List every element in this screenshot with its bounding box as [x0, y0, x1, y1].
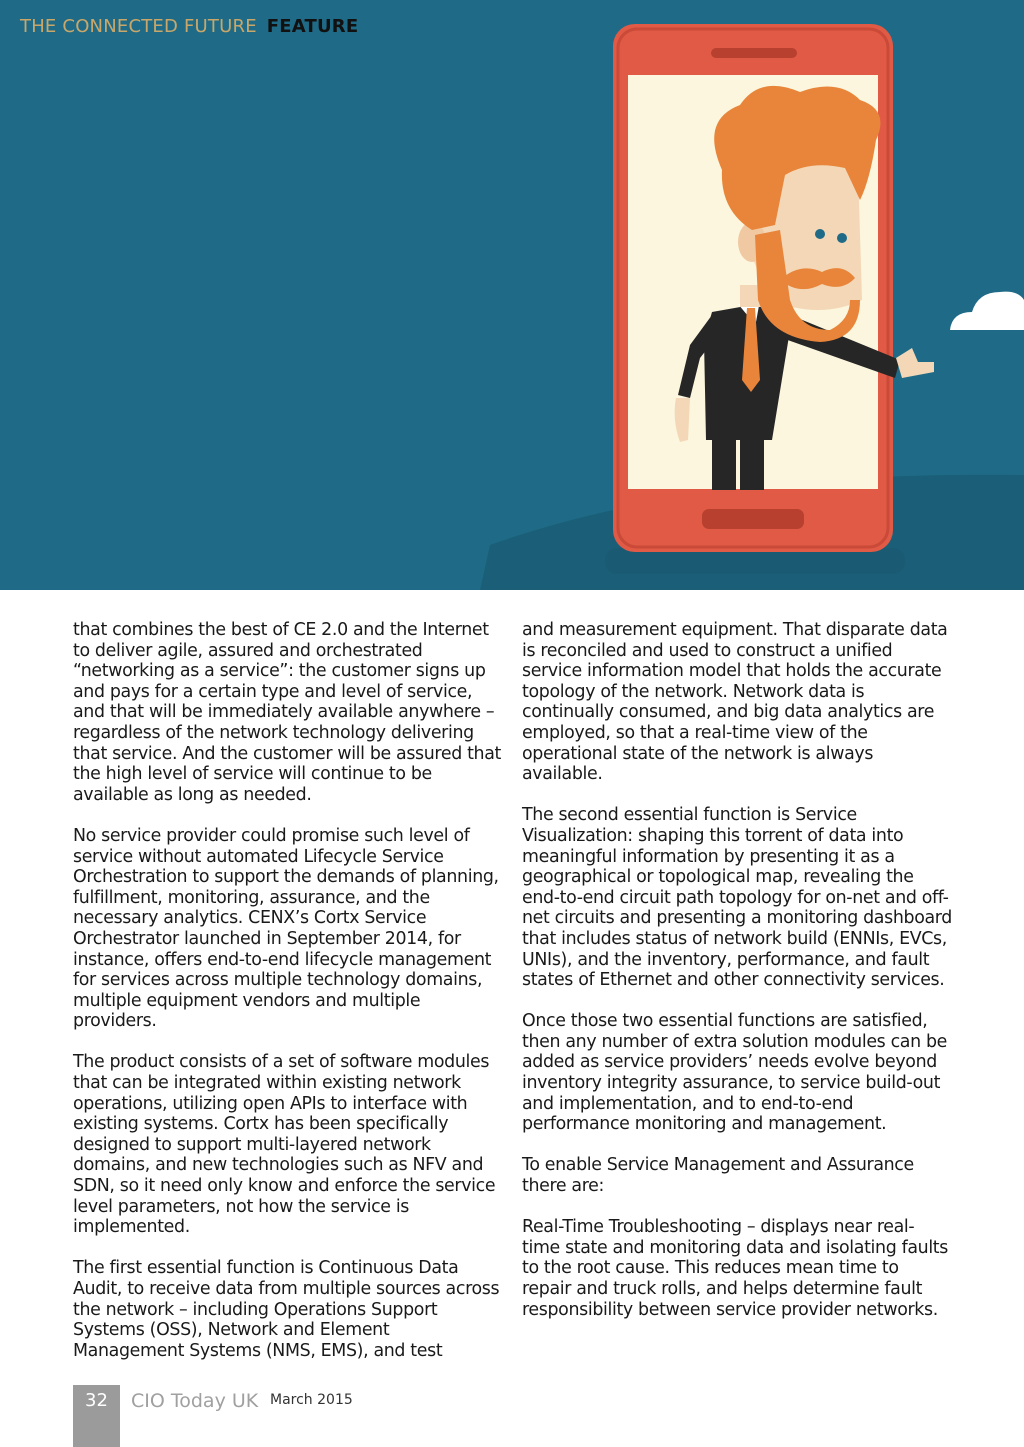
- paragraph: No service provider could promise such level of service without automated Lifecycle Service Orchestration to support the demands of planning, fulfillment, monitoring, assurance, and the necessary analytics. CENX’s Cortx Service Orchestrator launched in September 2014, for instance, offers end-to-end lifecycle management for services across multiple technology domains, multiple equipment vendors and multiple providers.: [73, 825, 499, 1032]
- publication-name: CIO Today UK: [131, 1390, 259, 1412]
- paragraph: To enable Service Management and Assurance there are:: [522, 1155, 914, 1197]
- paragraph: Real-Time Troubleshooting – displays near real-time state and monitoring data and isolating faults to the root cause. This reduces mean time to repair and truck rolls, and helps determine fault responsibility between service provider networks.: [522, 1217, 948, 1320]
- paragraph: The product consists of a set of software modules that can be integrated within existing network operations, utilizing open APIs to interface with existing systems. Cortx has been specifically designed to support multi-layered network domains, and new technologies such as NFV and SDN, so it need only know and enforce the service level parameters, not how the service is implemented.: [73, 1052, 496, 1238]
- cloud-icon: [950, 292, 1024, 330]
- article-column-right: [522, 620, 952, 1341]
- paragraph: and measurement equipment. That disparate data is reconciled and used to construct a unified service information model that holds the accurate topology of the network. Network data is continually consumed, and big data analytics are employed, so that a real-time view of the operational state of the network is always available.: [522, 620, 948, 785]
- paragraph: The first essential function is Continuous Data Audit, to receive data from multiple sources across the network – including Operations Support Systems (OSS), Network and Element Management Systems (NMS, EMS), and test: [73, 1258, 500, 1361]
- article-column-left: [73, 620, 503, 1382]
- paragraph: The second essential function is Service Visualization: shaping this torrent of data into meaningful information by presenting it as a geographical or topological map, revealing the end-to-end circuit path topology for on-net and off-net circuits and presenting a monitoring dashboard that includes status of network build (ENNIs, EVCs, UNIs), and the inventory, performance, and fault states of Ethernet and other connectivity services.: [522, 805, 952, 991]
- hero-artwork: [0, 0, 1024, 590]
- page-number: 32: [85, 1390, 108, 1411]
- hero-illustration: [0, 0, 1024, 590]
- feature-label: FEATURE: [266, 16, 359, 37]
- paragraph: that combines the best of CE 2.0 and the Internet to deliver agile, assured and orchestrated “networking as a service”: the customer signs up and pays for a certain type and level of service, and that will be immediately available anywhere – regardless of the network technology delivering that service. And the customer will be assured that the high level of service will continue to be available as long as needed.: [73, 620, 501, 805]
- issue-date: March 2015: [270, 1392, 353, 1408]
- paragraph: Once those two essential functions are satisfied, then any number of extra solution modules can be added as service providers’ needs evolve beyond inventory integrity assurance, to service build-out and implementation, and to end-to-end performance monitoring and management.: [522, 1011, 947, 1135]
- section-header: [20, 16, 358, 37]
- section-label: THE CONNECTED FUTURE: [20, 16, 257, 37]
